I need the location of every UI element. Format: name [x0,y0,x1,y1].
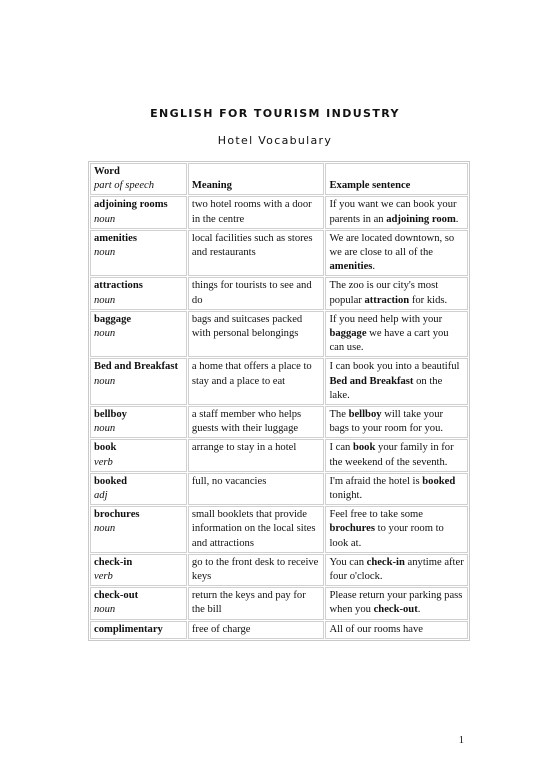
word-cell [90,277,187,309]
example-text: All of our rooms have [329,623,424,635]
page-number: 1 [458,735,464,746]
table-row [90,621,468,639]
part-of-speech: noun [94,523,116,535]
part-of-speech: adj [94,490,108,502]
meaning-text: arrange to stay in a hotel [191,442,297,454]
meaning-cell [188,406,325,438]
word-cell [90,358,187,405]
example-text: to your room to look at. [329,523,444,549]
part-of-speech: noun [94,213,116,225]
meaning-text: a home that offers a place to stay and a place to eat [191,361,312,387]
meaning-cell [188,473,325,505]
header-example-cell [325,163,468,195]
vocab-word: bellboy [94,409,127,421]
example-keyword: brochures [329,523,375,535]
example-text: If you need help with your [329,313,443,325]
meaning-cell [188,230,325,277]
table-row [90,406,468,438]
example-text: I can [329,442,353,454]
example-keyword: booked [422,475,456,487]
table-row [90,358,468,405]
example-keyword: book [352,442,376,454]
vocab-word: Bed and Breakfast [94,361,178,373]
header-meaning: Meaning [191,180,232,192]
meaning-text: two hotel rooms with a door in the centre [191,199,312,225]
example-keyword: bellboy [348,409,382,421]
meaning-text: return the keys and pay for the bill [191,590,306,616]
example-text: we have a cart you can use. [329,328,449,354]
example-text: You can [329,556,367,568]
part-of-speech: verb [94,571,113,583]
example-text: Feel free to take some [329,509,423,521]
example-keyword: baggage [329,328,367,340]
meaning-cell [188,506,325,553]
example-cell [325,439,468,471]
example-text: Please return your parking pass when you [329,590,463,616]
part-of-speech: noun [94,423,116,435]
example-text: The [329,409,349,421]
part-of-speech: verb [94,456,113,468]
vocabulary-table [88,161,470,641]
example-text: . [417,604,421,616]
example-text: tonight. [329,490,363,502]
word-cell [90,587,187,619]
table-row [90,554,468,586]
example-text: . [455,213,459,225]
example-text: on the lake. [329,375,443,401]
meaning-cell [188,554,325,586]
example-cell [325,277,468,309]
meaning-cell [188,277,325,309]
example-cell [325,358,468,405]
part-of-speech: noun [94,375,116,387]
word-cell [90,554,187,586]
meaning-text: bags and suitcases packed with personal belongings [191,313,303,340]
meaning-cell [188,621,325,639]
meaning-cell [188,587,325,619]
meaning-cell [188,311,325,358]
example-cell [325,506,468,553]
word-cell [90,621,187,639]
vocab-word: amenities [94,232,137,244]
document-title: ENGLISH FOR TOURISM INDUSTRY [150,107,400,120]
example-keyword: Bed and Breakfast [329,375,414,387]
table-row [90,439,468,471]
example-keyword: attraction [364,294,410,306]
meaning-text: a staff member who helps guests with their luggage [191,409,302,435]
example-text: I'm afraid the hotel is [329,475,423,487]
example-cell [325,473,468,505]
example-keyword: check-out [373,604,418,616]
header-part-of-speech: part of speech [94,180,155,192]
table-row [90,311,468,358]
header-example: Example sentence [329,180,411,192]
example-text: anytime after four o'clock. [329,556,464,583]
meaning-text: go to the front desk to receive keys [191,556,319,583]
example-keyword: adjoining room [386,213,456,225]
table-row [90,196,468,228]
meaning-text: free of charge [191,623,251,635]
vocab-word: check-in [94,556,133,568]
table-row [90,473,468,505]
vocab-word: booked [94,475,127,487]
part-of-speech: noun [94,604,116,616]
example-keyword: check-in [366,556,405,568]
table-row [90,277,468,309]
example-text: your family in for the weekend of the seventh. [329,442,454,468]
vocab-word: attractions [94,280,143,292]
example-text: will take your bags to your room for you. [329,409,444,435]
word-cell [90,406,187,438]
example-text: . [372,261,376,273]
header-word: Word [94,166,120,177]
header-word-cell [90,163,187,195]
example-text: I can book you into a beautiful [329,361,460,373]
meaning-text: things for tourists to see and do [191,280,312,306]
table-header-row [90,163,468,195]
word-cell [90,473,187,505]
word-cell [90,196,187,228]
meaning-text: local facilities such as stores and restaurants [191,232,313,259]
example-cell [325,230,468,277]
example-cell [325,587,468,619]
example-keyword: amenities [329,261,373,273]
word-cell [90,311,187,358]
meaning-cell [188,196,325,228]
meaning-text: full, no vacancies [191,475,267,487]
table-row [90,506,468,553]
part-of-speech: noun [94,328,116,340]
example-cell [325,554,468,586]
header-meaning-cell [188,163,325,195]
part-of-speech: noun [94,247,116,259]
example-text: We are located downtown, so we are close to all of the [329,232,455,259]
vocab-word: brochures [94,509,140,521]
example-text: If you want we can book your parents in an [329,199,457,225]
document-subtitle: Hotel Vocabulary [217,134,333,147]
vocab-word: check-out [94,590,139,602]
vocab-word: baggage [94,313,132,325]
vocab-word: adjoining rooms [94,199,168,211]
example-cell [325,621,468,639]
part-of-speech: noun [94,294,116,306]
example-cell [325,311,468,358]
table-row [90,230,468,277]
meaning-cell [188,358,325,405]
example-text: for kids. [409,294,448,306]
word-cell [90,506,187,553]
example-cell [325,406,468,438]
meaning-text: small booklets that provide information on the local sites and attractions [191,509,316,549]
vocab-word: book [94,442,117,454]
word-cell [90,230,187,277]
example-cell [325,196,468,228]
word-cell [90,439,187,471]
meaning-cell [188,439,325,471]
vocab-word: complimentary [94,623,163,635]
table-row [90,587,468,619]
example-text: The zoo is our city's most popular [329,280,439,306]
